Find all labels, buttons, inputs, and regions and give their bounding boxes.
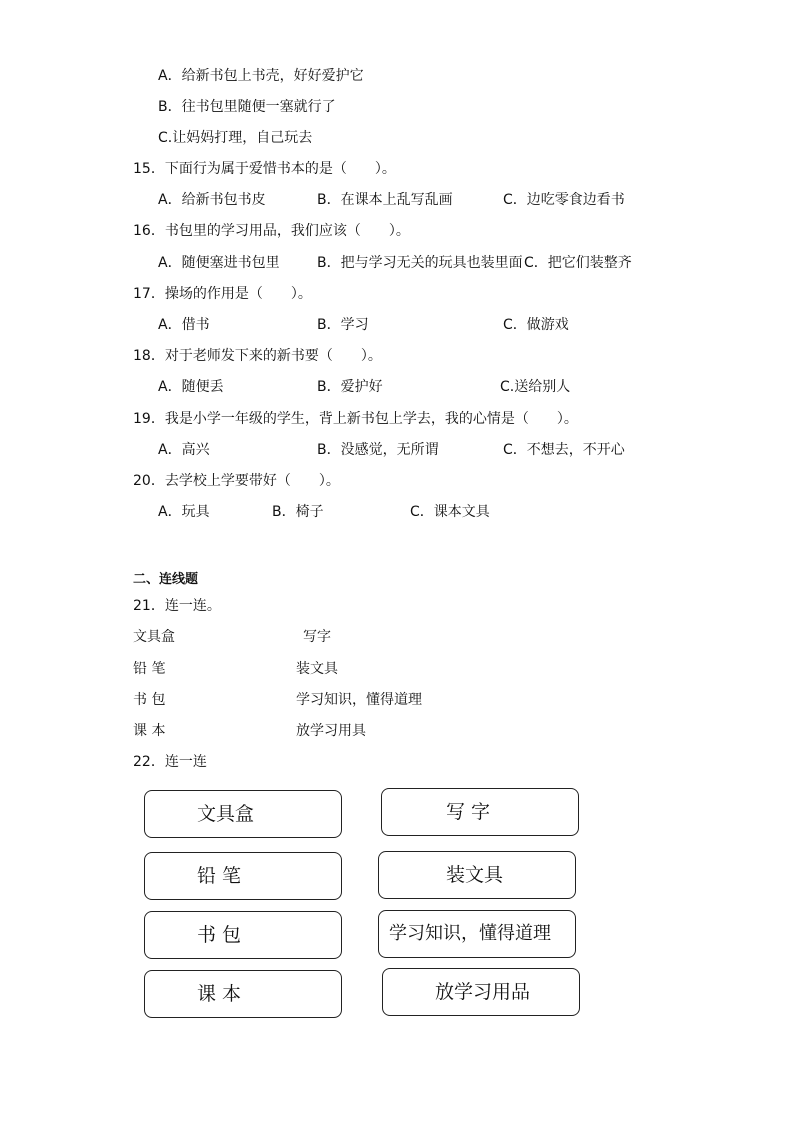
question-stem: 22．连一连 (133, 754, 207, 770)
match-box-label: 写 字 (446, 801, 491, 823)
question-stem: 16．书包里的学习用品，我们应该（ ）。 (133, 223, 410, 239)
match-box-right (378, 851, 576, 899)
option-a: A．给新书包书皮 (158, 192, 266, 208)
question-stem: 17．操场的作用是（ ）。 (133, 286, 312, 302)
option-a: A．借书 (158, 317, 210, 333)
option-c: C．做游戏 (503, 317, 569, 333)
option-a: A．玩具 (158, 504, 210, 520)
option-c: C.送给别人 (500, 379, 571, 395)
question-stem: 19．我是小学一年级的学生，背上新书包上学去，我的心情是（ ）。 (133, 411, 578, 427)
match-box-label: 文具盒 (197, 803, 255, 825)
match-box-right (381, 788, 579, 836)
option-line: B．往书包里随便一塞就行了 (158, 99, 336, 115)
match-right-item: 学习知识，懂得道理 (296, 692, 422, 708)
match-box-label: 学习知识，懂得道理 (389, 923, 551, 944)
match-left-item: 课 本 (133, 723, 166, 739)
option-b: B．爱护好 (317, 379, 383, 395)
match-left-item: 铅 笔 (133, 661, 166, 677)
question-stem: 21．连一连。 (133, 598, 221, 614)
option-a: A．高兴 (158, 442, 210, 458)
option-a: A．随便丢 (158, 379, 224, 395)
match-box-label: 装文具 (446, 864, 504, 886)
match-box-right (382, 968, 580, 1016)
option-c: C．边吃零食边看书 (503, 192, 625, 208)
option-b: B．椅子 (272, 504, 324, 520)
option-b: B．学习 (317, 317, 369, 333)
match-box-right (378, 910, 576, 958)
option-b: B．把与学习无关的玩具也装里面 (317, 255, 523, 271)
option-c: C．课本文具 (410, 504, 490, 520)
match-right-item: 装文具 (296, 661, 338, 677)
match-box-left (144, 852, 342, 900)
option-line: A．给新书包上书壳，好好爱护它 (158, 68, 364, 84)
option-line: C.让妈妈打理，自己玩去 (158, 130, 313, 146)
match-right-item: 写字 (303, 629, 331, 645)
section-title: 二、连线题 (133, 572, 199, 587)
option-a: A．随便塞进书包里 (158, 255, 280, 271)
match-right-item: 放学习用具 (296, 723, 366, 739)
question-stem: 18．对于老师发下来的新书要（ ）。 (133, 348, 382, 364)
match-left-item: 书 包 (133, 692, 166, 708)
option-c: C．把它们装整齐 (524, 255, 632, 271)
option-c: C．不想去，不开心 (503, 442, 625, 458)
question-stem: 15．下面行为属于爱惜书本的是（ ）。 (133, 161, 396, 177)
match-left-item: 文具盒 (133, 629, 175, 645)
question-stem: 20．去学校上学要带好（ ）。 (133, 473, 340, 489)
match-box-label: 课 本 (197, 983, 242, 1005)
match-box-label: 铅 笔 (197, 865, 242, 887)
option-b: B．在课本上乱写乱画 (317, 192, 453, 208)
match-box-left (144, 970, 342, 1018)
option-b: B．没感觉，无所谓 (317, 442, 439, 458)
match-box-label: 放学习用品 (435, 981, 531, 1003)
match-box-left (144, 790, 342, 838)
match-box-label: 书 包 (197, 924, 242, 946)
match-box-left (144, 911, 342, 959)
